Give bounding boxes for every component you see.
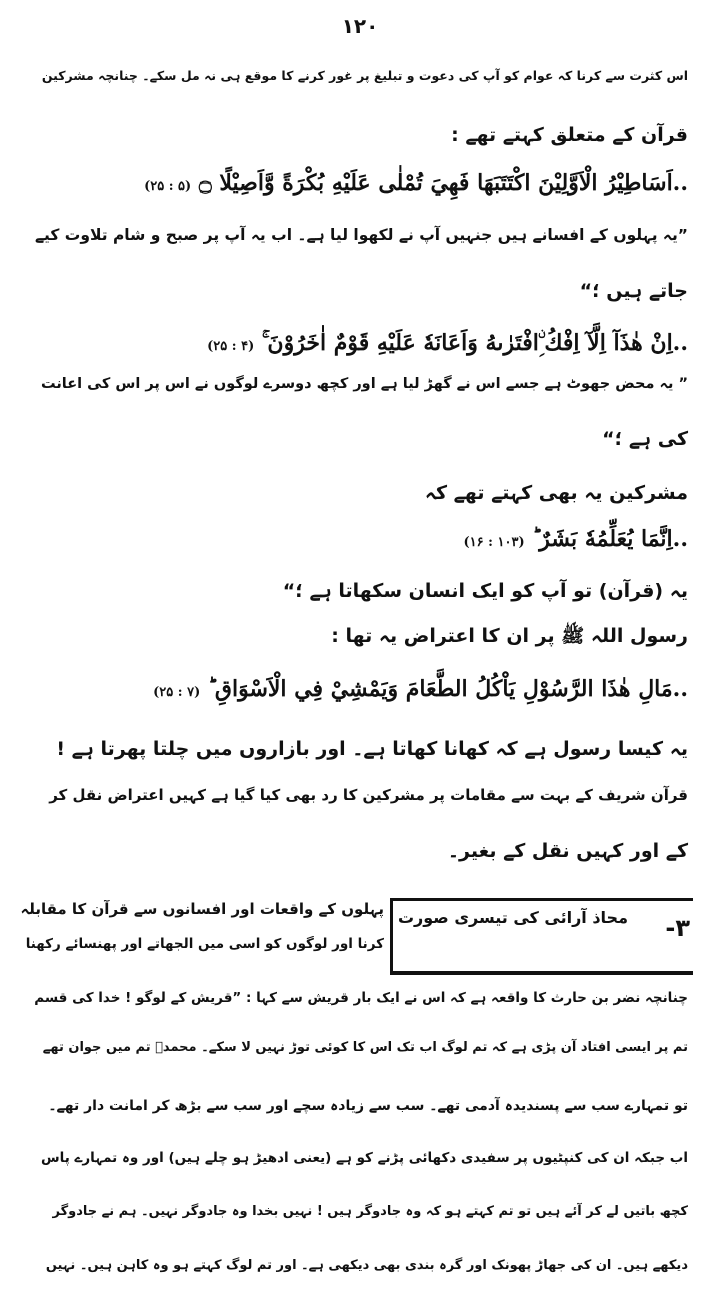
section-title: محاذ آرائی کی تیسری صورت: [397, 908, 628, 927]
body-line: تو تمہارے سب سے پسندیدہ آدمی تھے۔ سب سے زیادہ سچے اور سب سے بڑھ کر امانت دار تھے۔: [48, 1098, 688, 1114]
quran-verse: [40, 330, 688, 356]
body-line: قرآن شریف کے بہت سے مقامات پر مشرکین کا رد بھی کیا گیا ہے کہیں اعتراض نقل کر: [49, 786, 688, 804]
quran-verse: [40, 170, 688, 196]
verse-translation: ”یہ پہلوں کے افسانے ہیں جنہیں آپ نے لکھوا لیا ہے۔ اب یہ آپ پر صبح و شام تلاوت کیے: [34, 226, 688, 244]
body-line: مشرکین یہ بھی کہتے تھے کہ: [424, 482, 688, 504]
body-line: دیکھے ہیں۔ ان کی جھاڑ پھونک اور گرہ بندی بھی دیکھی ہے۔ اور تم لوگ کہتے ہو وہ کاہن ہیں۔ نہیں: [45, 1258, 688, 1273]
verse-translation: یہ (قرآن) تو آپ کو ایک انسان سکھاتا ہے ؛“: [282, 580, 688, 602]
verse-translation: ” یہ محض جھوٹ ہے جسے اس نے گھڑ لیا ہے اور کچھ دوسرے لوگوں نے اس پر اس کی اعانت: [41, 376, 688, 392]
verse-reference: (۲۵ : ۵): [144, 179, 192, 194]
body-line: قرآن کے متعلق کہتے تھے :: [451, 124, 688, 146]
body-line: چنانچہ نضر بن حارث کا واقعہ ہے کہ اس نے ایک بار قریش سے کہا : ”قریش کے لوگو ! خدا کی قسم: [34, 990, 688, 1006]
section-subtitle: پہلوں کے واقعات اور افسانوں سے قرآن کا مقابلہ: [20, 900, 384, 918]
body-line: تم پر ایسی افتاد آن پڑی ہے کہ تم لوگ اب تک اس کا کوئی توڑ نہیں لا سکے۔ محمدؐ تم میں جوان تھے: [42, 1040, 688, 1055]
verse-reference: (۱۶ : ۱۰۳): [463, 535, 525, 550]
verse-text: ..اِنَّمَا يُعَلِّمُهٗ بَشَرٌ ؕ: [532, 526, 688, 552]
body-line: اب جبکہ ان کی کنپٹیوں پر سفیدی دکھائی پڑنے کو ہے (یعنی ادھیڑ ہو چلے ہیں) اور وہ تمہارے پاس: [41, 1150, 688, 1166]
verse-translation: جاتے ہیں ؛“: [579, 280, 688, 302]
verse-reference: (۲۵ : ۴): [207, 339, 255, 354]
verse-reference: (۲۵ : ۷): [153, 685, 201, 700]
section-number: ۳-: [665, 914, 690, 942]
verse-text: ..اَسَاطِيْرُ الْاَوَّلِيْنَ اكْتَتَبَهَا فَهِيَ تُمْلٰى عَلَيْهِ بُكْرَةً وَّاَصِيْلًا ۝: [198, 170, 688, 196]
body-line: اس کثرت سے کرنا کہ عوام کو آپ کی دعوت و تبلیغ پر غور کرنے کا موقع ہی نہ مل سکے۔ چنانچہ مشرکین: [41, 68, 688, 83]
verse-text: ..مَالِ هٰذَا الرَّسُوْلِ يَاْكُلُ الطَّعَامَ وَيَمْشِيْ فِي الْاَسْوَاقِ ؕ: [207, 676, 688, 702]
page-number: ۱۲۰: [341, 14, 379, 38]
verse-translation: کی ہے ؛“: [602, 428, 688, 450]
body-line: رسول اللہ ﷺ پر ان کا اعتراض یہ تھا :: [331, 625, 688, 647]
section-subtitle: کرنا اور لوگوں کو اسی میں الجھاتے اور پھنسائے رکھنا: [25, 936, 384, 952]
quran-verse: [464, 526, 688, 552]
verse-text: ..اِنْ هٰذَآ اِلَّآ اِفْكُ ِۨافْتَرٰىهُ وَاَعَانَهٗ عَلَيْهِ قَوْمٌ اٰخَرُوْنَ ۚ: [261, 330, 688, 356]
body-line: کچھ باتیں لے کر آئے ہیں تو تم کہتے ہو کہ وہ جادوگر ہیں ! نہیں بخدا وہ جادوگر نہیں۔ ہم نے جادوگر: [52, 1204, 688, 1219]
quran-verse: [40, 676, 688, 702]
verse-translation: یہ کیسا رسول ہے کہ کھانا کھاتا ہے۔ اور بازاروں میں چلتا پھرتا ہے !: [56, 738, 688, 760]
body-line: کے اور کہیں نقل کے بغیر۔: [447, 840, 688, 862]
